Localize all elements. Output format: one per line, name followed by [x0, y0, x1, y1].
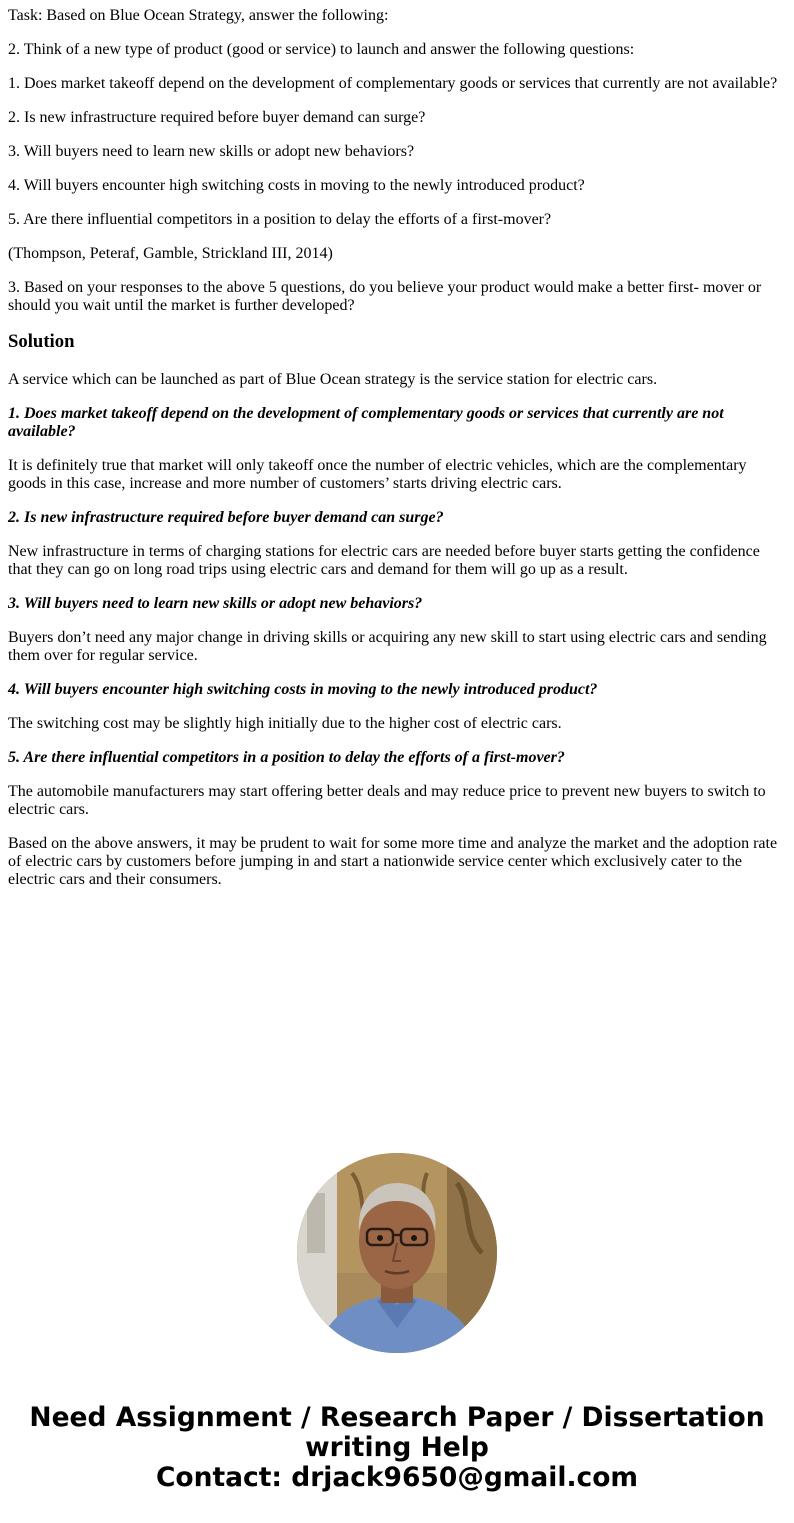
solution-question-5: 5. Are there influential competitors in a position to delay the efforts of a first-mover?	[8, 749, 565, 766]
promo-line-1: Need Assignment / Research Paper / Dissertation	[29, 1402, 765, 1433]
task-intro: Task: Based on Blue Ocean Strategy, answer the following:	[8, 7, 389, 24]
task-question-1: 1. Does market takeoff depend on the development of complementary goods or services that currently are not available?	[8, 75, 778, 92]
task-question-4: 4. Will buyers encounter high switching costs in moving to the newly introduced product?	[8, 177, 585, 194]
task-part-2: 2. Think of a new type of product (good or service) to launch and answer the following questions:	[8, 41, 635, 58]
solution-answer-1: It is definitely true that market will only takeoff once the number of electric vehicles, which are the complementary goods in this case, increase and more number of customers’ starts driving electric cars.	[8, 457, 747, 492]
citation: (Thompson, Peteraf, Gamble, Strickland III, 2014)	[8, 245, 333, 262]
solution-heading: Solution	[8, 331, 75, 352]
solution-question-4: 4. Will buyers encounter high switching costs in moving to the newly introduced product?	[8, 681, 598, 698]
solution-answer-2: New infrastructure in terms of charging stations for electric cars are needed before buyer starts getting the confidence that they can go on long road trips using electric cars and demand for them will go up as a result.	[8, 543, 760, 578]
task-question-2: 2. Is new infrastructure required before buyer demand can surge?	[8, 109, 426, 126]
solution-conclusion: Based on the above answers, it may be prudent to wait for some more time and analyze the market and the adoption rate of electric cars by customers before jumping in and start a nationwide service center which exclusively cater to the electric cars and their consumers.	[8, 835, 778, 888]
promo-line-2: writing Help	[305, 1432, 489, 1463]
task-question-5: 5. Are there influential competitors in a position to delay the efforts of a first-mover?	[8, 211, 552, 228]
solution-question-1: 1. Does market takeoff depend on the development of complementary goods or services that currently are not available?	[8, 405, 724, 440]
solution-answer-5: The automobile manufacturers may start offering better deals and may reduce price to prevent new buyers to switch to electric cars.	[8, 783, 766, 818]
solution-question-3: 3. Will buyers need to learn new skills or adopt new behaviors?	[8, 595, 423, 612]
avatar	[297, 1153, 497, 1353]
solution-answer-3: Buyers don’t need any major change in driving skills or acquiring any new skill to start using electric cars and sending them over for regular service.	[8, 629, 767, 664]
promo-banner	[0, 1403, 794, 1493]
solution-question-2: 2. Is new infrastructure required before buyer demand can surge?	[8, 509, 444, 526]
solution-intro: A service which can be launched as part of Blue Ocean strategy is the service station for electric cars.	[8, 371, 658, 388]
avatar-portrait	[297, 1153, 497, 1353]
promo-contact: Contact: drjack9650@gmail.com	[155, 1462, 639, 1493]
task-question-3: 3. Will buyers need to learn new skills or adopt new behaviors?	[8, 143, 415, 160]
document-body	[8, 0, 784, 905]
task-part-3: 3. Based on your responses to the above 5 questions, do you believe your product would make a better first- mover or should you wait until the market is further developed?	[8, 279, 762, 314]
solution-answer-4: The switching cost may be slightly high initially due to the higher cost of electric cars.	[8, 715, 562, 732]
